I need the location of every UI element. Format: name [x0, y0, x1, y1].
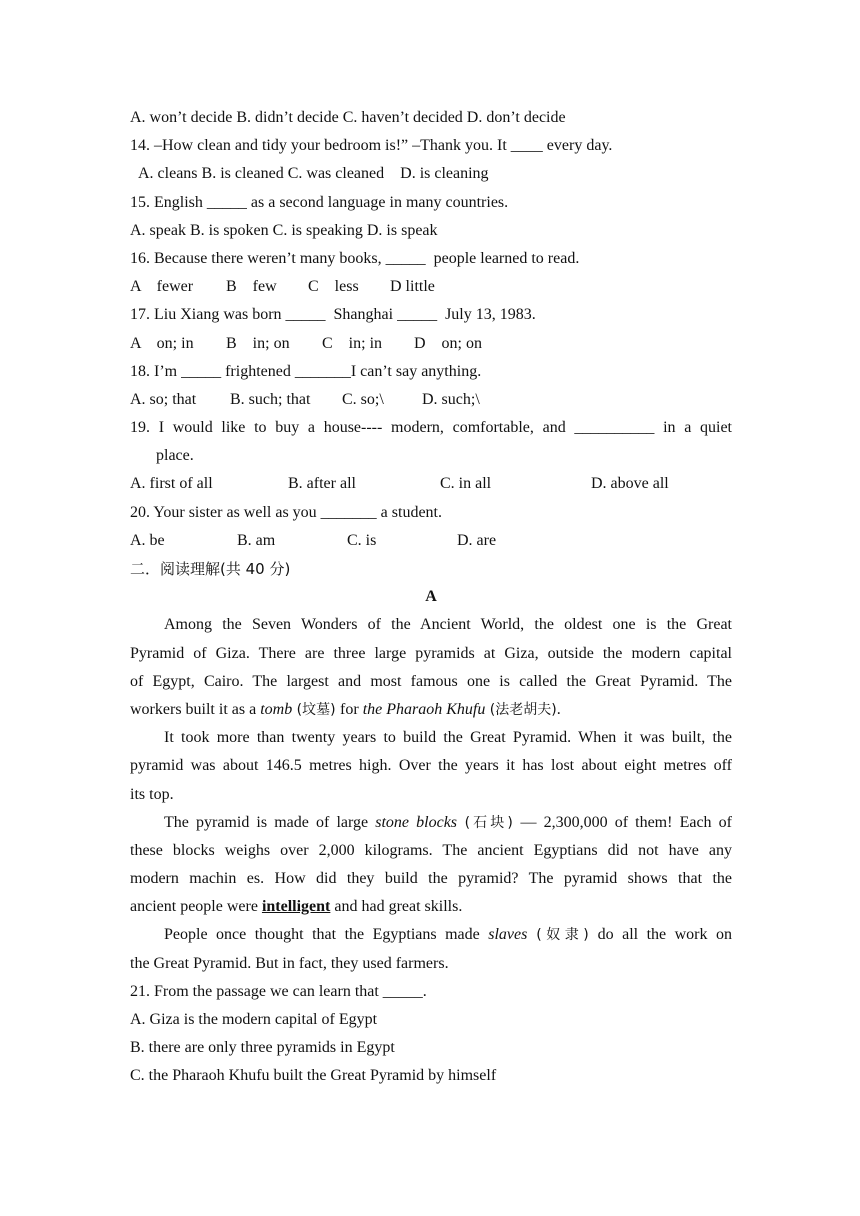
passage-p3-line-1: The pyramid is made of large stone blocks (石块) — 2,300,000 of them! Each of [164, 813, 733, 831]
q15-stem: 15. English _____ as a second language in many countries. [130, 193, 509, 211]
q19-stem-line-1: 19. I would like to buy a house---- modern, comfortable, and __________ in a quiet [130, 419, 732, 437]
passage-p2-line-1: It took more than twenty years to build the Great Pyramid. When it was built, the [164, 729, 732, 747]
keyword-intelligent: intelligent [261, 898, 331, 916]
q17-options [130, 330, 732, 358]
q19-option-c: C. in all [440, 475, 492, 493]
term-slaves: slaves [488, 926, 528, 944]
passage-p2-line-2: pyramid was about 146.5 metres high. Over the years it has lost about eight metres off [130, 757, 732, 775]
q14-stem: 14. –How clean and tidy your bedroom is!” –Thank you. It ____ every day. [130, 137, 613, 155]
q20-stem: 20. Your sister as well as you _______ a student. [130, 503, 442, 521]
q19-option-d: D. above all [591, 475, 669, 493]
q18-options [130, 386, 732, 414]
q19-option-b: B. after all [288, 475, 356, 493]
q16-blank: _____ [385, 249, 426, 267]
q17-option-a: A on; in [130, 334, 194, 352]
q18-option-b: B. such; that [230, 390, 311, 408]
q17-option-b: B in; on [226, 334, 290, 352]
q17-blank-2: _____ [397, 306, 438, 324]
q21-option-c: C. the Pharaoh Khufu built the Great Pyramid by himself [130, 1067, 497, 1085]
q18-option-c: C. so;\ [342, 390, 384, 408]
passage-p2-line-3: its top. [130, 785, 174, 803]
q17-option-d: D on; on [414, 334, 482, 352]
exam-content [130, 104, 732, 1091]
passage-p1-line-3: of Egypt, Cairo. The largest and most famous one is called the Great Pyramid. The [130, 672, 732, 690]
q16-option-c: C less [308, 278, 359, 296]
q16-option-b: B few [226, 278, 277, 296]
q17-stem: 17. Liu Xiang was born _____ Shanghai _____ July 13, 1983. [130, 306, 536, 324]
q16-stem: 16. Because there weren’t many books, _____ people learned to read. [130, 249, 580, 267]
q21-option-a: A. Giza is the modern capital of Egypt [130, 1011, 378, 1028]
term-pharaoh-khufu: the Pharaoh Khufu [362, 700, 486, 718]
q20-option-d: D. are [457, 531, 497, 549]
section-title: 二．阅读理解(共 40 分) [130, 560, 291, 578]
passage-p1-line-1: Among the Seven Wonders of the Ancient World, the oldest one is the Great [164, 616, 732, 634]
q20-option-b: B. am [237, 531, 276, 549]
passage-p4-line-1: People once thought that the Egyptians made slaves (奴隶) do all the work on [164, 926, 732, 944]
q13-options: A. won’t decide B. didn’t decide C. haven’t decided D. don’t decide [130, 109, 566, 126]
passage-p3-line-2: these blocks weighs over 2,000 kilograms. The ancient Egyptians did not have any [130, 841, 732, 859]
term-tomb: tomb [260, 700, 293, 718]
q16-options [130, 273, 732, 301]
q21-stem: 21. From the passage we can learn that _____. [130, 982, 427, 1000]
q16-option-d: D little [390, 278, 435, 296]
q18-option-a: A. so; that [130, 390, 197, 408]
q18-stem: 18. I’m _____ frightened _______I can’t say anything. [130, 362, 482, 380]
term-stone-blocks: stone blocks [375, 813, 458, 831]
q16-option-a: A fewer [130, 278, 194, 296]
q19-options [130, 470, 732, 498]
q18-option-d: D. such;\ [422, 390, 480, 408]
q17-blank-1: _____ [285, 306, 326, 324]
q20-options [130, 527, 732, 555]
q17-option-c: C in; in [322, 334, 383, 352]
q19-option-a: A. first of all [130, 475, 213, 493]
passage-p1-line-4: workers built it as a tomb (坟墓) for the Pharaoh Khufu (法老胡夫). [130, 700, 561, 718]
q20-option-a: A. be [130, 531, 165, 549]
passage-p3-line-4: ancient people were intelligent and had great skills. [130, 898, 463, 916]
passage-p1-line-2: Pyramid of Giza. There are three large pyramids at Giza, outside the modern capital [130, 644, 732, 662]
q19-stem-line-2: place. [156, 447, 194, 465]
q15-options: A. speak B. is spoken C. is speaking D. is speak [130, 221, 438, 239]
q14-options: A. cleans B. is cleaned C. was cleaned D. is cleaning [138, 165, 489, 183]
passage-p3-line-3: modern machin es. How did they build the pyramid? The pyramid shows that the [130, 870, 732, 888]
q21-option-b: B. there are only three pyramids in Egypt [130, 1039, 395, 1057]
passage-p4-line-2: the Great Pyramid. But in fact, they used farmers. [130, 954, 449, 972]
q20-option-c: C. is [347, 531, 377, 549]
passage-label: A [425, 588, 437, 606]
